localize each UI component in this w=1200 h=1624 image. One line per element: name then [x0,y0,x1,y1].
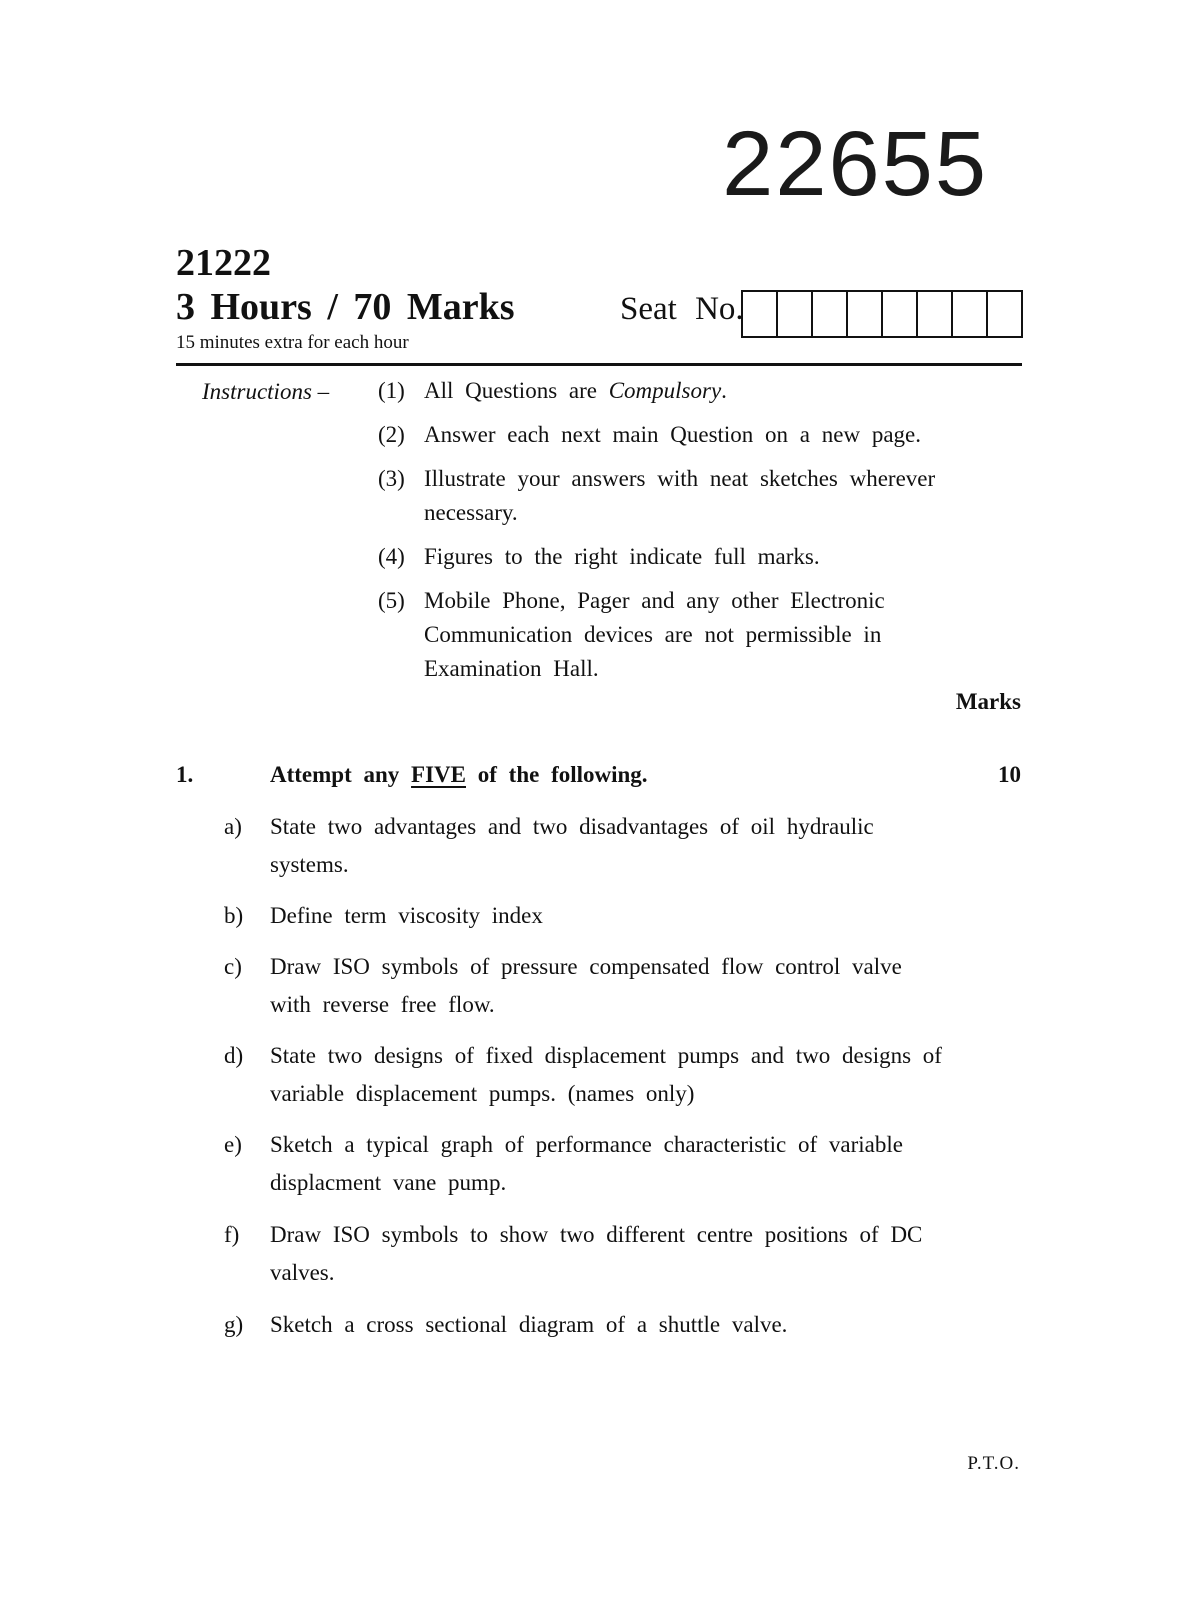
instruction-text: Answer each next main Question on a new page. [424,422,921,447]
instructions-label: Instructions – [202,379,330,404]
seat-number-box [883,292,918,336]
subquestion [224,1306,944,1344]
instruction-number: (5) [378,588,405,613]
duration-marks: 3 Hours / 70 Marks [176,286,515,328]
subquestion [224,948,944,1024]
seat-number-box [743,292,778,336]
subquestion-label: g) [224,1312,244,1337]
subquestion-label: d) [224,1043,244,1068]
seat-number-box [918,292,953,336]
marks-column-heading: Marks [955,689,1021,714]
subquestion-text: Sketch a typical graph of performance characteristic of variable displacment vane pump. [270,1132,903,1195]
subquestion [224,808,944,884]
instruction-number: (4) [378,544,405,569]
seat-number-box [778,292,813,336]
question-paper-code: 22655 [722,113,988,215]
subquestion-text: Draw ISO symbols to show two different centre positions of DC valves. [270,1222,923,1285]
extra-time-note: 15 minutes extra for each hour [176,332,409,353]
paper-code: 21222 [176,242,271,284]
question-number: 1. [176,762,194,787]
seat-number-box [813,292,848,336]
seat-number-box [848,292,883,336]
seat-number-label: Seat No. [620,291,744,327]
subquestion-text: State two designs of fixed displacement pumps and two designs of variable displacement pumps. (names only) [270,1043,942,1106]
instruction-item [378,584,998,686]
subquestion-label: f) [224,1222,240,1247]
subquestion-text: State two advantages and two disadvantages of oil hydraulic systems. [270,814,874,877]
subquestion-label: c) [224,954,242,979]
question-marks: 10 [998,762,1021,787]
seat-number-box [953,292,988,336]
seat-number-box [988,292,1021,336]
subquestion-text: Define term viscosity index [270,903,543,928]
subquestion [224,897,944,935]
instruction-item [378,374,998,408]
subquestion-text: Draw ISO symbols of pressure compensated flow control valve with reverse free flow. [270,954,902,1017]
subquestion-label: e) [224,1132,242,1157]
instruction-number: (1) [378,378,405,403]
please-turn-over: P.T.O. [967,1453,1020,1474]
question-title: Attempt any FIVE of the following. [270,762,648,787]
subquestion [224,1126,944,1202]
subquestion-label: b) [224,903,244,928]
subquestion [224,1216,944,1292]
subquestion-label: a) [224,814,242,839]
instruction-item [378,462,998,530]
instruction-number: (2) [378,422,405,447]
instruction-text: All Questions are Compulsory. [424,378,727,403]
subquestion [224,1037,944,1113]
instruction-number: (3) [378,466,405,491]
header-divider [176,363,1022,366]
instruction-text: Mobile Phone, Pager and any other Electronic Communication devices are not permissible in Examination Hall. [424,588,885,681]
subquestion-text: Sketch a cross sectional diagram of a shuttle valve. [270,1312,788,1337]
instruction-text: Illustrate your answers with neat sketches wherever necessary. [424,466,936,525]
seat-number-boxes [741,290,1023,338]
instruction-item [378,540,998,574]
instruction-item [378,418,998,452]
instruction-text: Figures to the right indicate full marks. [424,544,820,569]
